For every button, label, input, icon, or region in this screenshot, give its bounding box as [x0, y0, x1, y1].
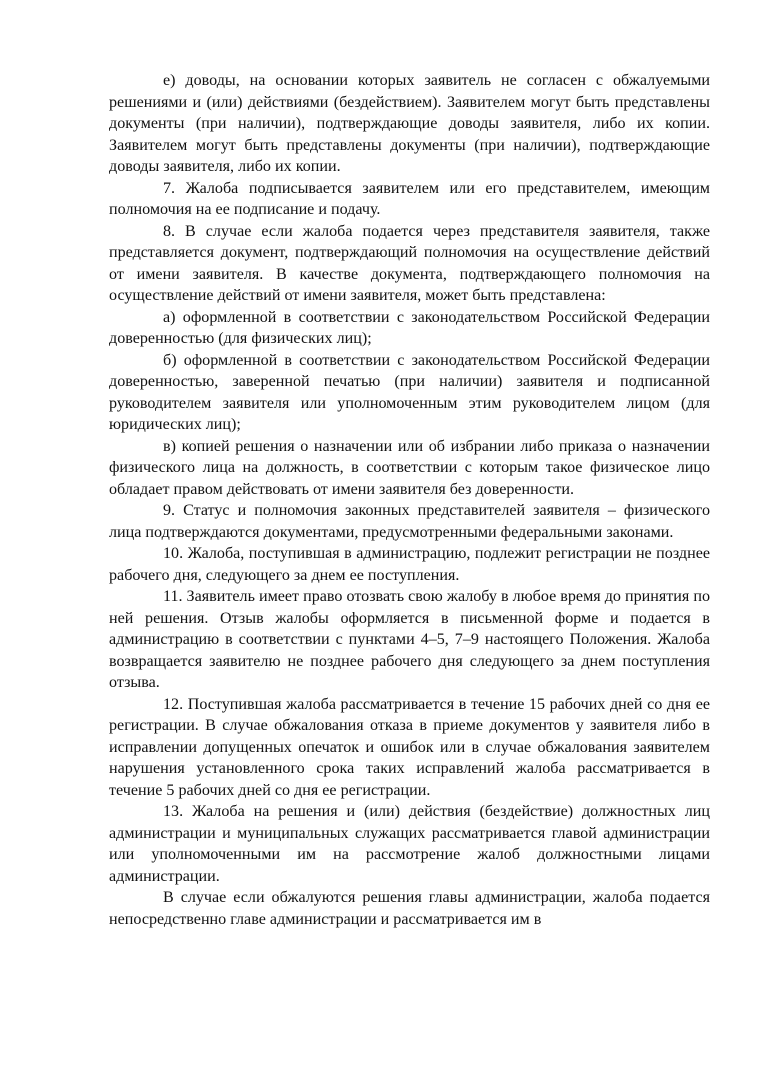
paragraph-8-item-a: а) оформленной в соответствии с законодательством Российской Федерации доверенностью (для физических лиц); — [109, 308, 710, 347]
paragraph-13: 13. Жалоба на решения и (или) действия (бездействие) должностных лиц администрации и муниципальных служащих рассматривается главой администрации или уполномоченными им на рассмотрение жалоб должностными лицами администрации. — [109, 803, 710, 885]
paragraph-9: 9. Статус и полномочия законных представителей заявителя – физического лица подтверждаются документами, предусмотренными федеральными законами. — [109, 502, 710, 541]
document-page — [109, 70, 710, 930]
paragraph-7: 7. Жалоба подписывается заявителем или его представителем, имеющим полномочия на ее подписание и подачу. — [109, 179, 710, 218]
paragraph-8: 8. В случае если жалоба подается через представителя заявителя, также представляется документ, подтверждающий полномочия на осуществление действий от имени заявителя. В качестве документа, подтверждающего полномочия на осуществление действий от имени заявителя, может быть представлена: — [109, 222, 710, 304]
paragraph-item-e: е) доводы, на основании которых заявитель не согласен с обжалуемыми решениями и (или) действиями (бездействием). Заявителем могут быть представлены документы (при наличии), подтверждающие доводы заявителя, либо их копии. Заявителем могут быть представлены документы (при наличии), подтверждающие доводы заявителя, либо их копии. — [109, 72, 710, 175]
paragraph-13-continuation: В случае если обжалуются решения главы администрации, жалоба подается непосредственно главе администрации и рассматривается им в — [109, 889, 710, 928]
paragraph-8-item-v: в) копией решения о назначении или об избрании либо приказа о назначении физического лица на должность, в соответствии с которым такое физическое лицо обладает правом действовать от имени заявителя без доверенности. — [109, 437, 710, 498]
paragraph-8-item-b: б) оформленной в соответствии с законодательством Российской Федерации доверенностью, заверенной печатью (при наличии) заявителя и подписанной руководителем заявителя или уполномоченным этим руководителем лицом (для юридических лиц); — [109, 351, 710, 433]
paragraph-11: 11. Заявитель имеет право отозвать свою жалобу в любое время до принятия по ней решения. Отзыв жалобы оформляется в письменной форме и подается в администрацию в соответствии с пунктами 4–5, 7–9 настоящего Положения. Жалоба возвращается заявителю не позднее рабочего дня следующего за днем поступления отзыва. — [109, 588, 710, 691]
paragraph-12: 12. Поступившая жалоба рассматривается в течение 15 рабочих дней со дня ее регистрации. В случае обжалования отказа в приеме документов у заявителя либо в исправлении допущенных опечаток и ошибок или в случае обжалования заявителем нарушения установленного срока таких исправлений жалоба рассматривается в течение 5 рабочих дней со дня ее регистрации. — [109, 695, 710, 799]
paragraph-10: 10. Жалоба, поступившая в администрацию, подлежит регистрации не позднее рабочего дня, следующего за днем ее поступления. — [109, 545, 710, 584]
